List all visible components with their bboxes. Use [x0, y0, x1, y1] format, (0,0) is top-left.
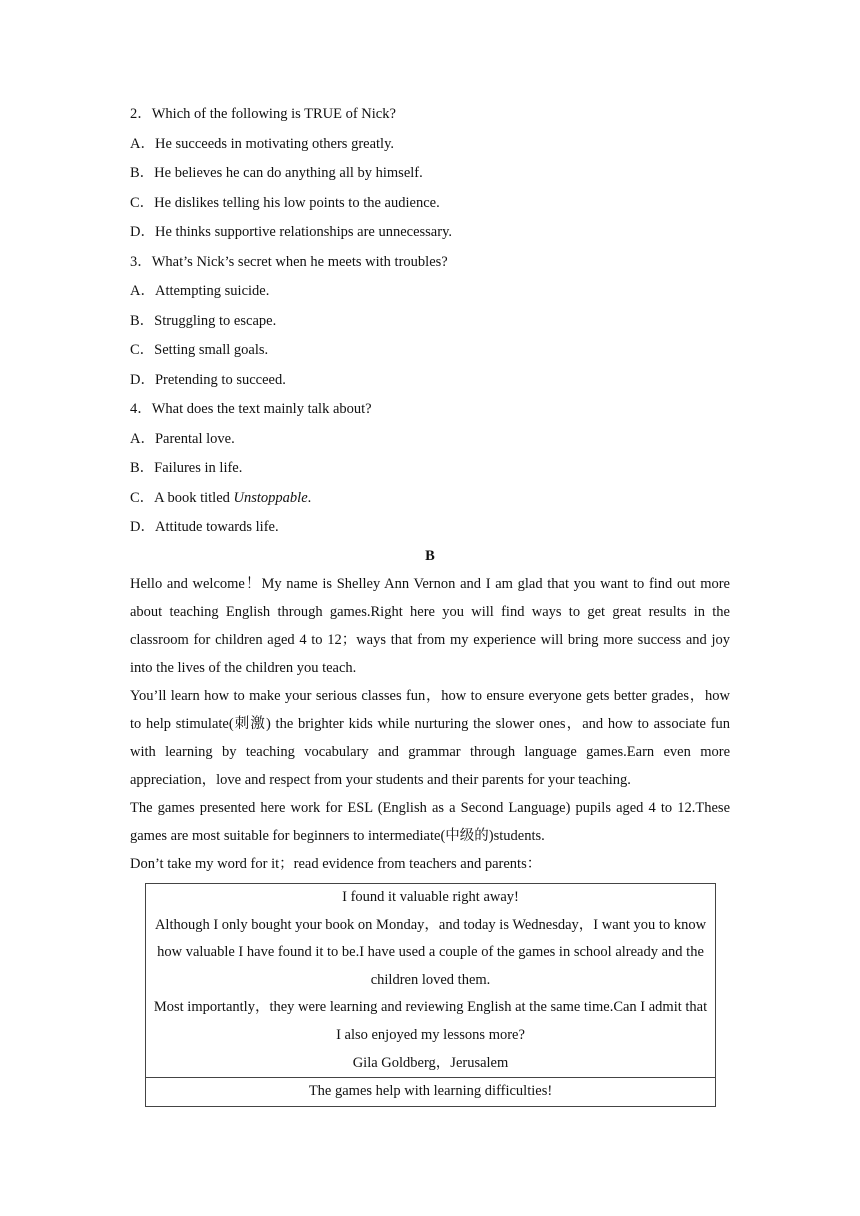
book-title: Unstoppable [233, 489, 308, 506]
option-c: C．Setting small goals. [130, 342, 269, 358]
testimonial-1 [146, 884, 715, 1077]
testimonial-body: Although I only bought your book on Monday，and today is Wednesday，I want you to know how valuable I have found it to be.I have used a couple of the games in school already and the children loved them. [154, 916, 707, 988]
testimonial-author: Gila Goldberg，Jerusalem [352, 1054, 509, 1071]
option-c-end: . [307, 489, 312, 506]
passage-paragraph-1: Hello and welcome！My name is Shelley Ann Vernon and I am glad that you want to find out more about teaching English through games.Right here you will find ways to get great results in the classroom for children aged 4 to 12；ways that from my experience will bring more success and joy into the lives of the children you teach. [130, 575, 730, 676]
question-stem: 2．Which of the following is TRUE of Nick? [130, 106, 396, 122]
question-stem: 4．What does the text mainly talk about? [130, 401, 372, 417]
testimonial-title: I found it valuable right away! [342, 889, 519, 905]
worksheet-page [130, 100, 730, 878]
option-a: A．Parental love. [130, 430, 235, 447]
testimonial-title: The games help with learning difficulties! [308, 1083, 553, 1100]
passage-paragraph-3: The games presented here work for ESL (English as a Second Language) pupils aged 4 to 12.These games are most suitable for beginners to intermediate(中级的)students. [130, 799, 730, 844]
testimonial-table [145, 883, 716, 1107]
option-a: A．Attempting suicide. [130, 283, 270, 299]
option-d: D．He thinks supportive relationships are unnecessary. [130, 224, 453, 240]
question-3 [130, 248, 730, 396]
question-2 [130, 100, 730, 248]
testimonial-body: Most importantly，they were learning and reviewing English at the same time.Can I admit that I also enjoyed my lessons more? [153, 999, 708, 1043]
option-d: D．Attitude towards life. [130, 519, 279, 535]
testimonial-2 [146, 1077, 715, 1106]
option-c [130, 484, 730, 514]
option-d: D．Pretending to succeed. [130, 371, 286, 388]
option-c-text: C．A book titled [130, 489, 234, 506]
question-stem: 3．What’s Nick’s secret when he meets with troubles? [130, 253, 448, 270]
option-c: C．He dislikes telling his low points to the audience. [130, 194, 440, 211]
option-a: A．He succeeds in motivating others greatly. [130, 135, 395, 152]
option-b: B．Struggling to escape. [130, 312, 277, 329]
option-b: B．Failures in life. [130, 460, 243, 476]
passage-paragraph-2: You’ll learn how to make your serious classes fun，how to ensure everyone gets better grades，how to help stimulate(刺激) the brighter kids while nurturing the slower ones，and how to associate fun with learning by teaching vocabulary and grammar through language games.Earn even more appreciation，love and respect from your students and their parents for your teaching. [130, 687, 730, 788]
section-label: B [425, 547, 435, 564]
question-4 [130, 395, 730, 543]
option-b: B．He believes he can do anything all by himself. [130, 165, 423, 181]
passage-paragraph-4: Don’t take my word for it；read evidence from teachers and parents： [130, 855, 542, 872]
